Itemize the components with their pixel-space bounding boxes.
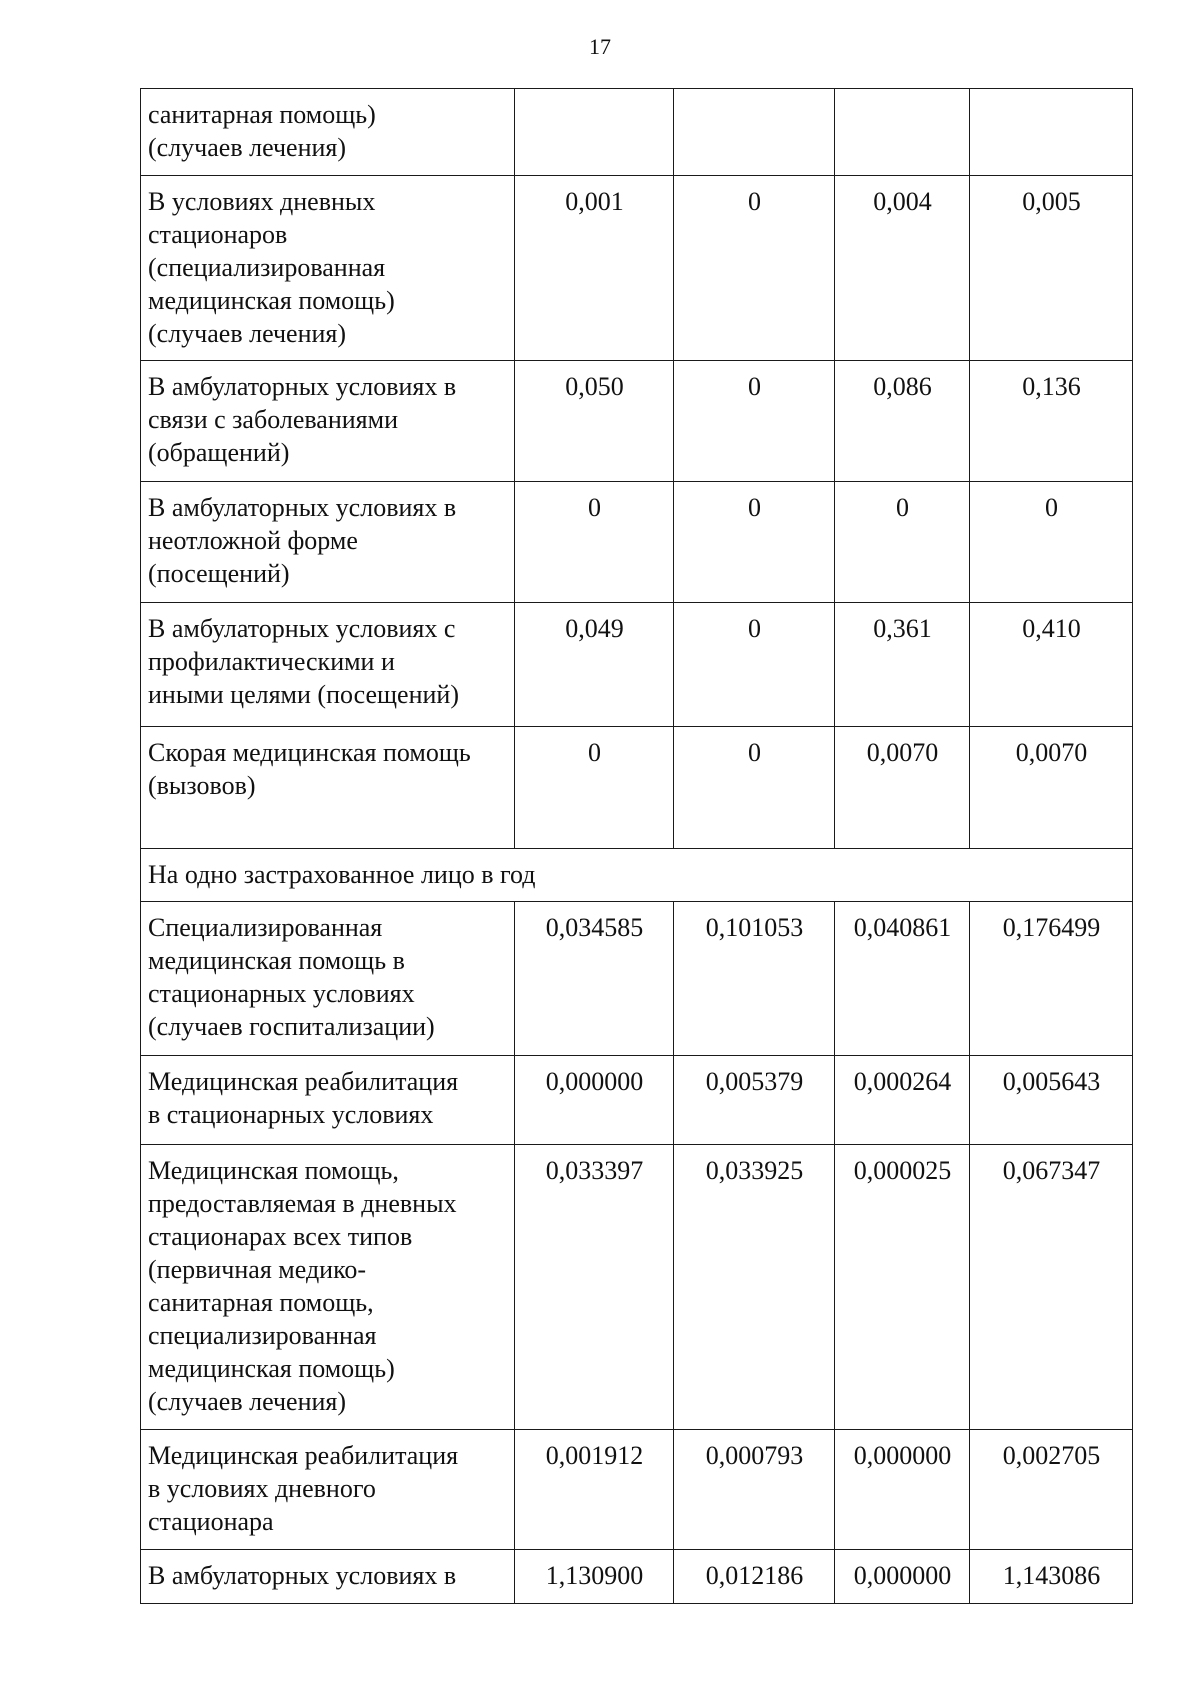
value-cell-col-1: 0,000000 [515, 1056, 674, 1145]
row-label-line: В амбулаторных условиях в [148, 1561, 457, 1590]
row-label-line: Медицинская реабилитация [148, 1067, 459, 1096]
row-label-line: профилактическими и [148, 647, 395, 676]
row-label-line: медицинская помощь в [148, 946, 405, 975]
value-cell-col-3: 0,004 [835, 176, 970, 361]
value-cell-col-3: 0,086 [835, 361, 970, 482]
value-cell-col-4: 0,136 [970, 361, 1133, 482]
row-label-line: Специализированная [148, 913, 383, 942]
row-label-line: санитарная помощь, [148, 1288, 374, 1317]
row-label-cell [141, 1145, 515, 1430]
table-row [141, 603, 1133, 727]
value-cell-col-4: 0 [970, 482, 1133, 603]
value-cell-col-4: 0,005 [970, 176, 1133, 361]
value-cell-col-3: 0,000000 [835, 1430, 970, 1550]
row-label-line: стационаров [148, 220, 288, 249]
value-cell-col-4 [970, 89, 1133, 176]
value-cell-col-4: 1,143086 [970, 1550, 1133, 1604]
value-cell-col-4: 0,005643 [970, 1056, 1133, 1145]
row-label-cell [141, 89, 515, 176]
value-cell-col-2: 0 [674, 603, 835, 727]
section-header-cell: На одно застрахованное лицо в год [141, 849, 1133, 902]
value-cell-col-1: 0,049 [515, 603, 674, 727]
value-cell-col-1: 0 [515, 727, 674, 849]
value-cell-col-3: 0,0070 [835, 727, 970, 849]
value-cell-col-2: 0,005379 [674, 1056, 835, 1145]
table-row [141, 1056, 1133, 1145]
row-label-line: (обращений) [148, 438, 290, 467]
value-cell-col-2: 0 [674, 727, 835, 849]
value-cell-col-1: 0 [515, 482, 674, 603]
row-label-line: медицинская помощь) [148, 286, 395, 315]
value-cell-col-2: 0 [674, 176, 835, 361]
row-label-cell [141, 482, 515, 603]
row-label-line: медицинская помощь) [148, 1354, 395, 1383]
row-label-line: предоставляемая в дневных [148, 1189, 457, 1218]
row-label-line: специализированная [148, 1321, 377, 1350]
table-row [141, 176, 1133, 361]
row-label-line: (специализированная [148, 253, 386, 282]
value-cell-col-3: 0 [835, 482, 970, 603]
row-label-cell [141, 361, 515, 482]
value-cell-col-1: 0,050 [515, 361, 674, 482]
row-label-cell [141, 1430, 515, 1550]
value-cell-col-1: 0,034585 [515, 902, 674, 1056]
value-cell-col-3: 0,000264 [835, 1056, 970, 1145]
row-label-cell [141, 902, 515, 1056]
row-label-cell [141, 1550, 515, 1604]
row-label-line: В условиях дневных [148, 187, 376, 216]
value-cell-col-1: 1,130900 [515, 1550, 674, 1604]
table-row [141, 361, 1133, 482]
row-label-cell [141, 603, 515, 727]
value-cell-col-3: 0,000025 [835, 1145, 970, 1430]
row-label-line: в условиях дневного [148, 1474, 376, 1503]
row-label-line: санитарная помощь) [148, 100, 376, 129]
row-label-line: стационарах всех типов [148, 1222, 413, 1251]
value-cell-col-3 [835, 89, 970, 176]
row-label-cell [141, 176, 515, 361]
row-label-line: (случаев лечения) [148, 133, 347, 162]
value-cell-col-2: 0,000793 [674, 1430, 835, 1550]
data-table [140, 88, 1133, 1604]
value-cell-col-1: 0,001912 [515, 1430, 674, 1550]
row-label-line: Медицинская реабилитация [148, 1441, 459, 1470]
value-cell-col-1: 0,033397 [515, 1145, 674, 1430]
row-label-line: Скорая медицинская помощь [148, 738, 471, 767]
row-label-line: (случаев госпитализации) [148, 1012, 435, 1041]
row-label-line: (посещений) [148, 559, 290, 588]
row-label-line: в стационарных условиях [148, 1100, 434, 1129]
value-cell-col-2 [674, 89, 835, 176]
row-label-line: Медицинская помощь, [148, 1156, 399, 1185]
section-row [141, 849, 1133, 902]
row-label-line: иными целями (посещений) [148, 680, 459, 709]
row-label-line: В амбулаторных условиях в [148, 493, 457, 522]
row-label-line: стационара [148, 1507, 274, 1536]
row-label-line: (первичная медико- [148, 1255, 367, 1284]
table-row [141, 1430, 1133, 1550]
row-label-line: (вызовов) [148, 771, 256, 800]
row-label-line: В амбулаторных условиях в [148, 372, 457, 401]
row-label-line: (случаев лечения) [148, 1387, 347, 1416]
table-row [141, 89, 1133, 176]
row-label-line: В амбулаторных условиях с [148, 614, 456, 643]
table-row [141, 727, 1133, 849]
row-label-line: стационарных условиях [148, 979, 415, 1008]
value-cell-col-2: 0 [674, 482, 835, 603]
value-cell-col-3: 0,000000 [835, 1550, 970, 1604]
table-row [141, 902, 1133, 1056]
value-cell-col-1 [515, 89, 674, 176]
value-cell-col-2: 0 [674, 361, 835, 482]
value-cell-col-1: 0,001 [515, 176, 674, 361]
value-cell-col-4: 0,0070 [970, 727, 1133, 849]
row-label-line: (случаев лечения) [148, 319, 347, 348]
row-label-line: связи с заболеваниями [148, 405, 398, 434]
value-cell-col-4: 0,002705 [970, 1430, 1133, 1550]
value-cell-col-3: 0,040861 [835, 902, 970, 1056]
value-cell-col-4: 0,410 [970, 603, 1133, 727]
table-row [141, 1550, 1133, 1604]
value-cell-col-4: 0,067347 [970, 1145, 1133, 1430]
value-cell-col-2: 0,033925 [674, 1145, 835, 1430]
value-cell-col-2: 0,101053 [674, 902, 835, 1056]
value-cell-col-3: 0,361 [835, 603, 970, 727]
row-label-cell [141, 1056, 515, 1145]
row-label-cell [141, 727, 515, 849]
value-cell-col-4: 0,176499 [970, 902, 1133, 1056]
table-row [141, 1145, 1133, 1430]
page-number: 17 [589, 34, 611, 59]
table-body [141, 89, 1133, 1604]
value-cell-col-2: 0,012186 [674, 1550, 835, 1604]
table-row [141, 482, 1133, 603]
row-label-line: неотложной форме [148, 526, 358, 555]
